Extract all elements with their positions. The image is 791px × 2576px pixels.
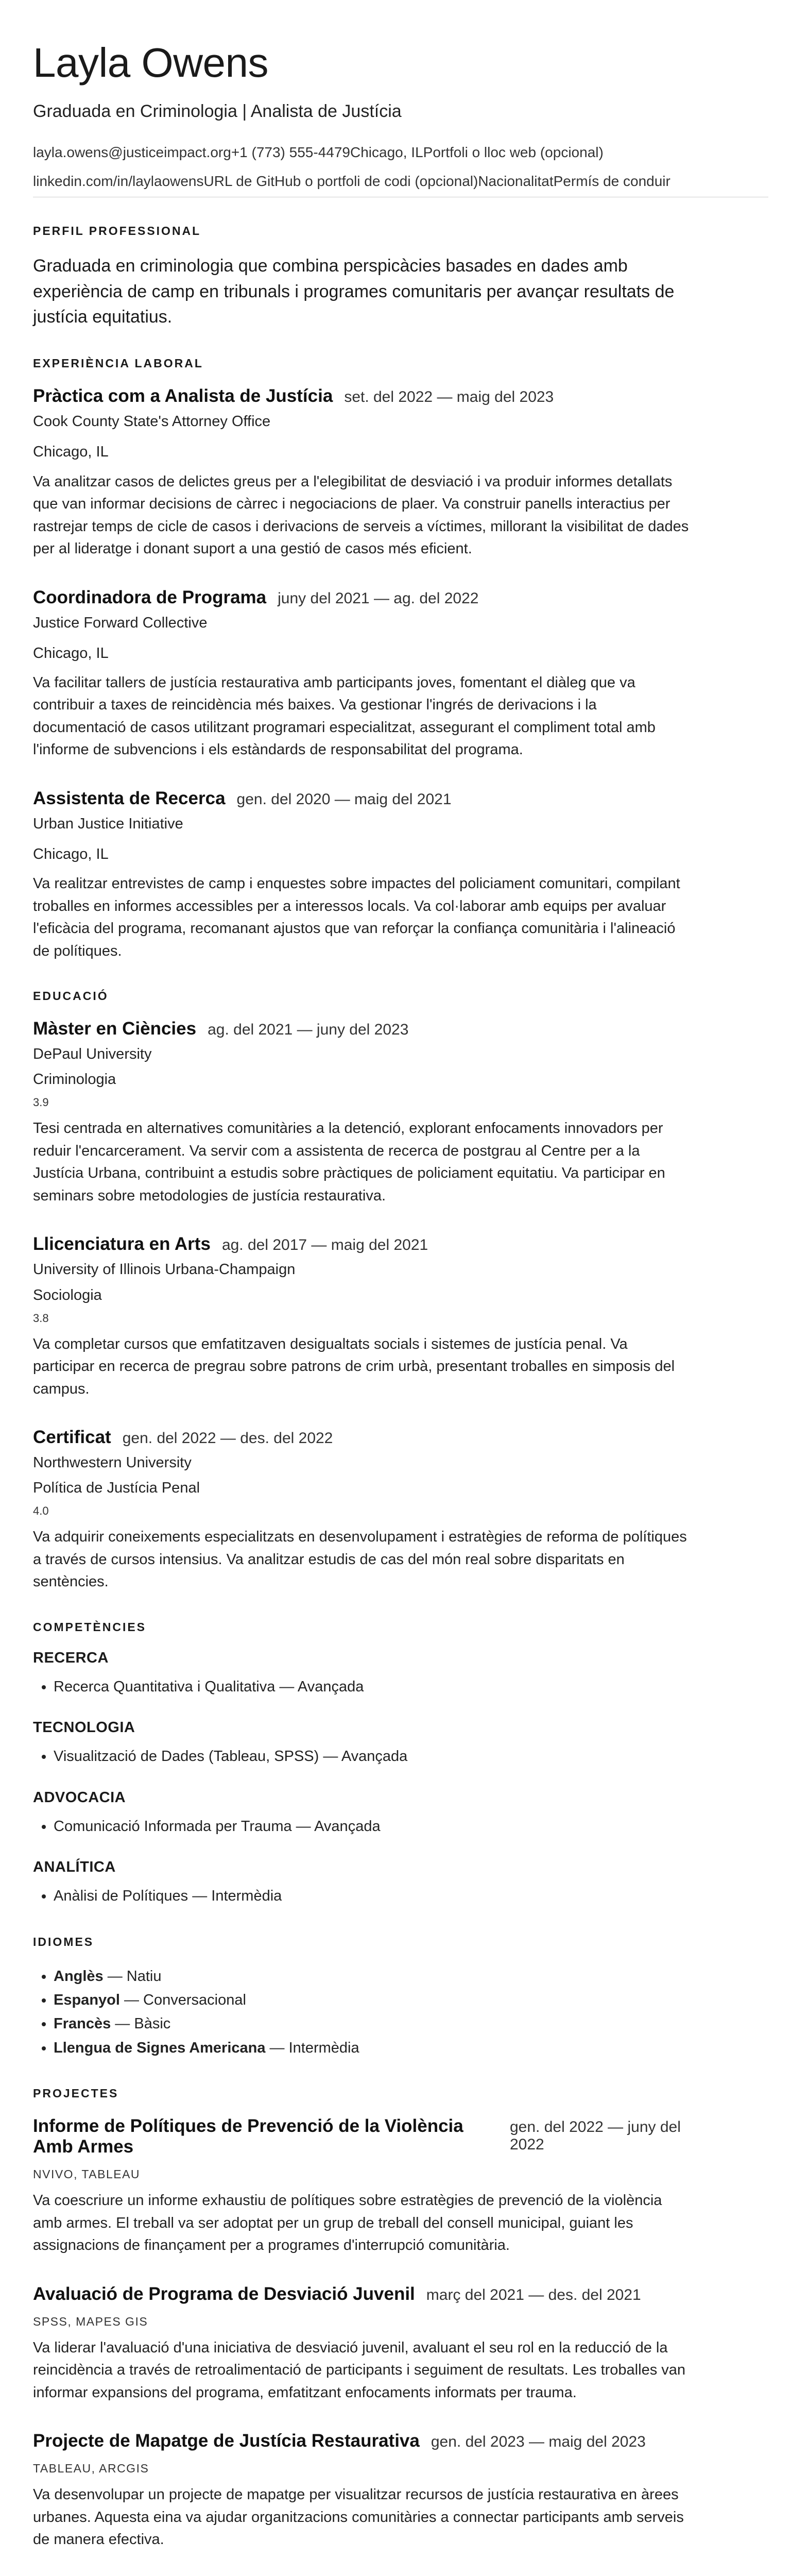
school-name: University of Illinois Urbana-Champaign bbox=[33, 1261, 296, 1278]
language-level: — Bàsic bbox=[111, 2015, 171, 2032]
project-date: març del 2021 — des. del 2021 bbox=[426, 2286, 641, 2303]
language-item bbox=[54, 2012, 692, 2036]
location-text: Chicago, IL bbox=[350, 144, 423, 160]
project-description: Va liderar l'avaluació d'una iniciativa de desviació juvenil, avaluant el seu rol en la reducció de la reincidència a través de retroalimentació de participants i seguiment de resultats. Les troballes van informar expansions del programa, emfatitzant enfocaments informats per trauma. bbox=[33, 2339, 686, 2401]
skill-item: • Recerca Quantitativa i Qualitativa — Avançada bbox=[54, 1675, 692, 1699]
project-description: Va coescriure un informe exhaustiu de polítiques sobre estratègies de prevenció de la violència amb armes. El treball va ser adoptat per un grup de treball del consell municipal, guiant les assignacions de finançament per a programes d'interrupció comunitària. bbox=[33, 2192, 662, 2254]
job-org: Urban Justice Initiative bbox=[33, 815, 183, 832]
degree-title: Llicenciatura en Arts bbox=[33, 1234, 211, 1255]
languages-section bbox=[33, 1935, 692, 2060]
degree-description: Tesi centrada en alternatives comunitàries a la detenció, explorant enfocaments innovadors per reduir l'encarcerament. Va servir com a assistenta de recerca de postgrau al Centre per a la Justícia Urbana, contribuint a estudis sobre pràctiques de policiament equitatiu. Va participar en seminars sobre metodologies de justícia restaurativa. bbox=[33, 1120, 665, 1204]
skill-category: ADVOCACIA bbox=[33, 1789, 126, 1806]
project-entry bbox=[33, 2431, 692, 2551]
job-description: Va facilitar tallers de justícia restaurativa amb participants joves, fomentant el diàleg que va contribuir a taxes de reincidència més baixes. Va gestionar l'ingrés de derivacions i la documentació de casos utilitzant programari especialitzat, assegurant el compliment total amb l'informe de subvencions i els estàndards de responsabilitat del programa. bbox=[33, 674, 656, 758]
job-description: Va analitzar casos de delictes greus per a l'elegibilitat de desviació i va produir informes detallats que van informar decisions de càrrec i negociacions de plaer. Va construir panells interactius per rastrejar temps de cicle de casos i derivacions de serveis a víctimes, millorant la visibilitat de dades per al lideratge i donant suport a una gestió de casos més eficient. bbox=[33, 473, 689, 557]
language-level: — Conversacional bbox=[119, 1991, 246, 2008]
candidate-name: Layla Owens bbox=[33, 40, 268, 86]
skill-item: • Visualització de Dades (Tableau, SPSS) — Avançada bbox=[54, 1744, 692, 1768]
job-description: Va realitzar entrevistes de camp i enquestes sobre impactes del policiament comunitari, compilant troballes en informes accessibles per a interessos locals. Va col·laborar amb equips per avaluar l'eficàcia del programa, recomanant ajustos que van reforçar la confiança comunitària i l'alineació de polítiques. bbox=[33, 875, 680, 959]
degree-description: Va adquirir coneixements especialitzats en desenvolupament i estratègies de reforma de polítiques a través de cursos intensius. Va analitzar estudis de cas del món real sobre disparitats en sentències. bbox=[33, 1529, 687, 1590]
candidate-subtitle: Graduada en Criminologia | Analista de Justícia bbox=[33, 101, 402, 121]
degree-date: gen. del 2022 — des. del 2022 bbox=[122, 1430, 333, 1447]
education-heading: EDUCACIÓ bbox=[33, 989, 109, 1003]
project-entry bbox=[33, 2116, 692, 2257]
project-tags: NVIVO, TABLEAU bbox=[33, 2167, 141, 2181]
linkedin-link[interactable]: linkedin.com/in/laylaowens bbox=[33, 173, 204, 189]
skill-group bbox=[33, 1789, 692, 1838]
skill-item: • Anàlisi de Polítiques — Intermèdia bbox=[54, 1884, 692, 1908]
project-title: Avaluació de Programa de Desviació Juvenil bbox=[33, 2283, 415, 2304]
job-date: gen. del 2020 — maig del 2021 bbox=[236, 790, 452, 808]
degree-description: Va completar cursos que emfatitzaven desigualtats socials i sistemes de justícia penal. Va participar en recerca de pregrau sobre patrons de crim urbà, presentant troballes en simposis del campus. bbox=[33, 1335, 675, 1397]
email-link[interactable]: layla.owens@justiceimpact.org bbox=[33, 144, 231, 160]
license-text: Permís de conduir bbox=[553, 173, 670, 189]
gpa-value: 3.8 bbox=[33, 1311, 49, 1325]
skill-group bbox=[33, 1650, 692, 1699]
job-org: Justice Forward Collective bbox=[33, 614, 208, 631]
summary-section bbox=[33, 224, 692, 330]
project-tags: TABLEAU, ARCGIS bbox=[33, 2462, 149, 2476]
skill-category: RECERCA bbox=[33, 1649, 109, 1666]
language-name: Espanyol bbox=[54, 1991, 120, 2008]
education-entry bbox=[33, 1234, 692, 1400]
degree-date: ag. del 2017 — maig del 2021 bbox=[221, 1236, 428, 1254]
education-section bbox=[33, 989, 692, 1594]
language-item bbox=[54, 1964, 692, 1988]
job-title: Coordinadora de Programa bbox=[33, 587, 267, 607]
phone-text: +1 (773) 555-4479 bbox=[231, 144, 350, 160]
project-date: gen. del 2022 — juny del 2022 bbox=[510, 2119, 681, 2154]
school-name: DePaul University bbox=[33, 1046, 152, 1063]
gpa-value: 4.0 bbox=[33, 1504, 49, 1518]
job-location: Chicago, IL bbox=[33, 845, 109, 862]
contact-row-primary bbox=[33, 143, 692, 162]
projects-section bbox=[33, 2087, 692, 2551]
language-name: Anglès bbox=[54, 1968, 104, 1985]
field-of-study: Criminologia bbox=[33, 1071, 116, 1088]
language-item bbox=[54, 1988, 692, 2012]
language-item bbox=[54, 2036, 692, 2060]
github-link[interactable]: URL de GitHub o portfoli de codi (opcional) bbox=[203, 173, 478, 189]
summary-text: Graduada en criminologia que combina perspicàcies basades en dades amb experiència de camp en tribunals i programes comunitaris per avançar resultats de justícia equitatius. bbox=[33, 256, 675, 327]
experience-entry bbox=[33, 587, 692, 761]
nationality-text: Nacionalitat bbox=[478, 173, 554, 189]
project-title: Informe de Polítiques de Prevenció de la Violència Amb Armes bbox=[33, 2116, 463, 2157]
language-name: Francès bbox=[54, 2015, 111, 2032]
experience-section bbox=[33, 357, 692, 962]
experience-heading: EXPERIÈNCIA LABORAL bbox=[33, 357, 203, 370]
job-date: set. del 2022 — maig del 2023 bbox=[344, 388, 554, 406]
job-date: juny del 2021 — ag. del 2022 bbox=[278, 589, 479, 607]
degree-title: Certificat bbox=[33, 1427, 111, 1448]
job-title: Assistenta de Recerca bbox=[33, 788, 226, 808]
gpa-value: 3.9 bbox=[33, 1096, 49, 1109]
project-tags: SPSS, MAPES GIS bbox=[33, 2314, 148, 2328]
job-org: Cook County State's Attorney Office bbox=[33, 413, 271, 430]
language-name: Llengua de Signes Americana bbox=[54, 2039, 266, 2056]
skill-group bbox=[33, 1859, 692, 1908]
project-title: Projecte de Mapatge de Justícia Restaurativa bbox=[33, 2431, 420, 2451]
projects-heading: PROJECTES bbox=[33, 2087, 119, 2100]
field-of-study: Sociologia bbox=[33, 1286, 102, 1303]
field-of-study: Política de Justícia Penal bbox=[33, 1480, 200, 1497]
project-date: gen. del 2023 — maig del 2023 bbox=[431, 2433, 646, 2451]
skill-group bbox=[33, 1719, 692, 1768]
skill-category: ANALÍTICA bbox=[33, 1859, 116, 1876]
language-level: — Intermèdia bbox=[265, 2039, 359, 2056]
language-level: — Natiu bbox=[103, 1968, 162, 1985]
summary-heading: PERFIL PROFESSIONAL bbox=[33, 224, 201, 238]
job-location: Chicago, IL bbox=[33, 444, 109, 461]
resume-header bbox=[33, 40, 692, 197]
contact-row-secondary bbox=[33, 172, 768, 198]
website-link[interactable]: Portfoli o lloc web (opcional) bbox=[423, 144, 604, 160]
education-entry bbox=[33, 1019, 692, 1207]
experience-entry bbox=[33, 386, 692, 560]
skills-section bbox=[33, 1620, 692, 1908]
job-title: Pràctica com a Analista de Justícia bbox=[33, 386, 333, 406]
project-description: Va desenvolupar un projecte de mapatge per visualitzar recursos de justícia restaurativa en àrees urbanes. Aquesta eina va ajudar organitzacions comunitàries a connectar participants amb serveis de manera efectiva. bbox=[33, 2486, 684, 2548]
skill-item: • Comunicació Informada per Trauma — Avançada bbox=[54, 1815, 692, 1838]
skill-category: TECNOLOGIA bbox=[33, 1719, 135, 1736]
school-name: Northwestern University bbox=[33, 1454, 192, 1471]
project-entry bbox=[33, 2284, 692, 2404]
degree-title: Màster en Ciències bbox=[33, 1019, 197, 1039]
degree-date: ag. del 2021 — juny del 2023 bbox=[208, 1021, 409, 1039]
education-entry bbox=[33, 1427, 692, 1594]
experience-entry bbox=[33, 788, 692, 962]
skills-heading: COMPETÈNCIES bbox=[33, 1620, 147, 1634]
job-location: Chicago, IL bbox=[33, 645, 109, 662]
languages-heading: IDIOMES bbox=[33, 1935, 94, 1948]
